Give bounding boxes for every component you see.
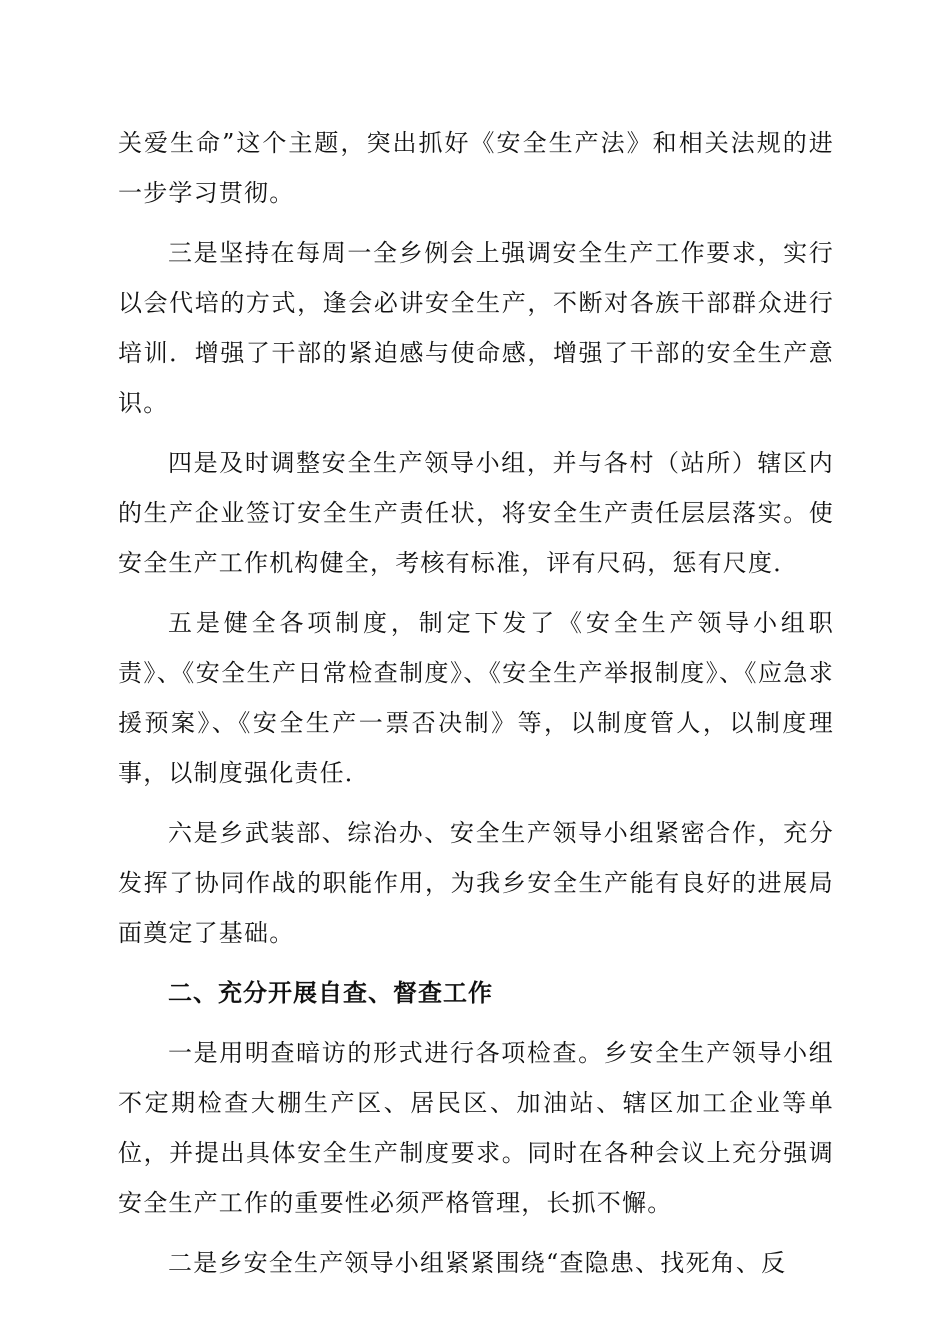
paragraph-item-four: 四是及时调整安全生产领导小组，并与各村（站所）辖区内的生产企业签订安全生产责任状，将安全生产责任层层落实。使安全生产工作机构健全，考核有标准，评有尺码，惩有尺度． [118,449,834,577]
paragraph-inspection-two: 二是乡安全生产领导小组紧紧围绕“查隐患、找死角、反 [168,1249,787,1277]
paragraph-inspection-one: 一是用明查暗访的形式进行各项检查。乡安全生产领导小组不定期检查大棚生产区、居民区、加油站、辖区加工企业等单位，并提出具体安全生产制度要求。同时在各种会议上充分强调安全生产工作的重要性必须严格管理，长抓不懈。 [118,1039,834,1217]
document-body [118,118,834,1298]
paragraph-item-six: 六是乡武装部、综治办、安全生产领导小组紧密合作，充分发挥了协同作战的职能作用，为我乡安全生产能有良好的进展局面奠定了基础。 [118,819,834,947]
paragraph-continuation: 关爱生命”这个主题，突出抓好《安全生产法》和相关法规的进一步学习贯彻。 [118,129,834,207]
section-heading: 二、充分开展自查、督查工作 [168,979,493,1007]
paragraph-item-three: 三是坚持在每周一全乡例会上强调安全生产工作要求，实行以会代培的方式，逢会必讲安全生产，不断对各族干部群众进行培训．增强了干部的紧迫感与使命感，增强了干部的安全生产意识。 [118,239,834,417]
paragraph-item-five: 五是健全各项制度，制定下发了《安全生产领导小组职责》、《安全生产日常检查制度》、《安全生产举报制度》、《应急求援预案》、《安全生产一票否决制》等，以制度管人，以制度理事，以制度强化责任． [118,609,834,787]
